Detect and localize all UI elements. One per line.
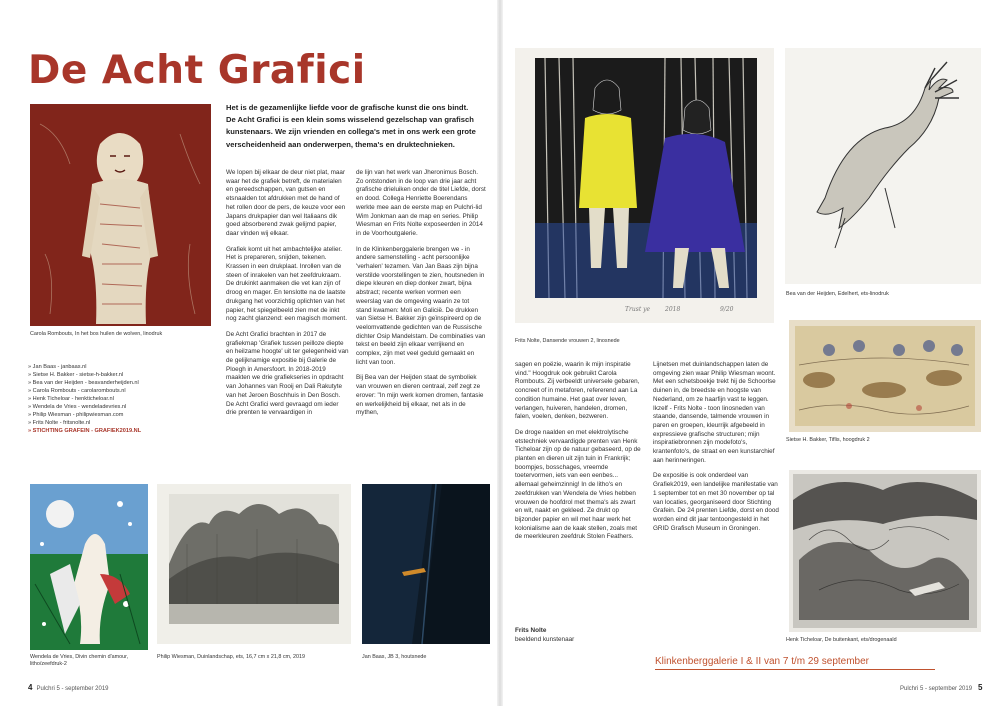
page-number-right: 5 [978,683,983,692]
page-gutter [497,0,503,706]
link-jan-baas[interactable]: » Jan Baas - janbaas.nl [28,364,87,370]
link-henk-ticheloar[interactable]: » Henk Ticheloar - henkticheloar.nl [28,396,114,402]
footer-right [900,683,983,692]
caption-de-vries: Wendela de Vries, Divin chemin d'amour, litho/zeefdruk-2 [30,654,129,667]
intro-line-1: Het is de gezamenlijke liefde voor de grafische kunst die ons bindt. [226,103,469,112]
caption-wiesman: Philip Wiesman, Duinlandschap, ets, 16,7 cm x 21,8 cm, 2019 [157,654,306,660]
link-bea-van-der-heijden[interactable]: » Bea van der Heijden - beavanderheijden.nl [28,380,139,386]
caption-ticheloar: Henk Ticheloar, De buitenkant, ets/drogenaald [786,637,897,643]
footer-left-text: Pulchri 5 - september 2019 [36,686,109,692]
col2-paragraph: In de Klinkenberggalerie brengen we - in andere samenstelling - acht persoonlijke 'verhalen' tezamen. Van Jan Baas zijn bijna verstilde voorstellingen te zien, houtsneden in diepe kleuren en diep donker zwart, bijna abstract; recente werken vormen een weerslag van de omgeving waarin ze tot stand kwamen: Moli en Galicië. De drukken van Sietse H. Bakker zijn geïnspireerd op de veelomvattende gedichten van de Russische dichter Osip Mandelstam. De combinaties van tekst en beeld zijn elkaar verrijkend en complex, zijn met veel geduld gemaakt en licht van toon. [356,245,486,366]
footer-left [28,683,109,692]
event-underline [655,669,935,670]
col1-paragraph: Grafiek komt uit het ambachtelijke atelier. Het is prepareren, snijden, tekenen. Krassen in een drukplaat. Inrollen van de steen of inrakelen van het zeefdrukraam. De drukinkt aanmaken die vet kan zijn of droog en mager. En tenslotte na de laatste drukgang het voorzichtig oplichten van het papier, het spiegelbeeld zien met de inkt nog zacht glanzend: een magisch moment. [226,245,347,323]
print-title-mark: Trust ye [625,306,651,313]
signature [515,627,641,644]
signature-name: Frits Nolte [515,627,547,634]
col4-paragraph: De expositie is ook onderdeel van Grafiek2019, een landelijke manifestatie van 1 september tot en met 30 november op tal van locaties, georganiseerd door Stichting Grafein. De 24 prenten Liefde, dorst en dood worden eind dit jaar tentoongesteld in het GRID Grafisch Museum in Groningen. [653,472,779,532]
caption-rombouts: Carola Rombouts, In het bos huilen de wolven, linodruk [30,331,163,337]
page-title: De Acht Grafici [28,48,366,93]
caption-baas: Jan Baas, JB 3, houtsnede [362,654,427,660]
link-frits-nolte[interactable]: » Frits Nolte - fritsnolte.nl [28,420,91,426]
print-edition-mark: 9/20 [720,306,734,313]
link-philip-wiesman[interactable]: » Philip Wiesman - philipwiesman.com [28,412,124,418]
footer-right-text: Pulchri 5 - september 2019 [900,686,973,692]
text-column-1 [226,169,350,418]
col2-paragraph: de lijn van het werk van Jheronimus Bosch. Zo ontstonden in de loop van drie jaar acht grafische drieluiken onder de titel Liefde, dorst en dood. Collega Henriette Boerendans werkte mee aan de eerste map en Pulchri-lid Wim Jonkman aan de map en series. Philip Wiesman en Frits Nolte exposeerden in 2014 in de Voorhoutgalerie. [356,169,486,237]
text-column-2 [356,169,486,418]
link-carola-rombouts[interactable]: » Carola Rombouts - carolarombouts.nl [28,388,126,394]
artwork-wiesman [157,484,351,644]
print-year-mark: 2018 [665,306,681,313]
artwork-bakker [789,320,981,432]
link-wendela-de-vries[interactable]: » Wendela de Vries - wendeladevries.nl [28,404,127,410]
page-number-left: 4 [28,683,33,692]
caption-bakker: Sietse H. Bakker, Tiflis, hoogdruk 2 [786,437,870,443]
col2-paragraph: Bij Bea van der Heijden staat de symboliek van vrouwen en dieren centraal, zelf zegt ze erover: "In mijn werk komen dromen, fantasie en werkelijkheid bij elkaar, net als in de mythen, [356,374,484,417]
col3-paragraph: De droge naalden en met elektrolytische etstechniek vervaardigde prenten van Henk Ticheloar zijn op de natuur gebaseerd, op de planten en dieren uit zijn tuin in Frankrijk; boompjes, bosschages, vreemde toetervormen, iets van een eenbes... allemaal geheimzinnig! In de litho's en zeefdrukken van Wendela de Vries hebben vrouwen de hoofdrol met thema's als zwart en wit, naakt en gekleed. Ze drukt op bijzonder papier en wil met haar werk het kolonialisme aan de kaak stellen, zoals met de meerkleuren zeefdruk Stolen Feathers. [515,428,641,541]
intro-text [226,102,496,151]
artwork-de-vries [30,484,148,650]
text-column-3 [515,361,641,542]
artwork-rombouts [30,104,211,326]
artwork-heijden [785,48,981,284]
intro-line-2: De Acht Grafici is een klein soms wisselend gezelschap van grafisch kunstenaars. We zijn vrienden en collega's met in ons werk een grote verscheidenheid aan onderwerpen, thema's en druktechnieken. [226,115,476,149]
artist-links [28,363,218,435]
artwork-baas [362,484,490,644]
link-stichting-grafein[interactable]: » STICHTING GRAFEIN - GRAFIEK2019.NL [28,428,142,434]
event-announcement: Klinkenberggalerie I & II van 7 t/m 29 september [655,656,870,667]
caption-heijden: Bea van der Heijden, Edelhert, ets-linodruk [786,291,889,297]
artwork-nolte [515,48,774,323]
caption-nolte: Frits Nolte, Dansende vrouwen 2, linosnede [515,338,620,344]
col4-paragraph: Lijnetsen met duinlandschappen laten de omgeving zien waar Philip Wiesman woont. Met een schetsboekje trekt hij de Schoorlse duinen in, de breedste en hoogste van Nederland, om ze haarfijn vast te leggen. Ikzelf - Frits Nolte - toon linosneden van staande, dansende, talmende vrouwen in paren en groepen, kleurrijk afgebeeld in expressieve grafische structuren; mijn inspiratiebronnen zijn modefoto's, krantenfoto's, de straat en een kunstarchief aan herinneringen. [653,361,776,464]
link-sietse-bakker[interactable]: » Sietse H. Bakker - sietse-h-bakker.nl [28,372,124,378]
col1-paragraph: We lopen bij elkaar de deur niet plat, maar waar het de grafiek betreft, de materialen en gereedschappen, van gutsen en etsnaalden tot afdrukken met de hand of het rollen door de pers, de keuze voor een Japans drukpapier dan wel Italiaans dik goed absorberend zwak gelijmd papier, daar vinden wij elkaar. [226,169,346,237]
text-column-4 [653,361,781,533]
signature-role: beeldend kunstenaar [515,635,575,643]
col1-paragraph: De Acht Grafici brachten in 2017 de grafiekmap 'Grafiek tussen peilloze diepte en heilzame hoogte' uit ter gelegenheid van de gelijknamige expositie bij Galerie de Ploegh in Amersfoort. In 2018-2019 maakten we drie grafiekseries in opdracht van Johannes van Rooij en Dali Rakutyte van het Jeroen Boschhuis in Den Bosch. De Acht Grafici werd gevraagd om ieder drie prenten te vervaardigen in [226,330,349,417]
artwork-ticheloar [789,470,981,632]
col3-paragraph: sagen en poëzie, waarin ik mijn inspiratie vind." Hoogdruk ook gebruikt Carola Rombouts. Zij verbeeldt universele gebaren, concreet of in metaforen, refererend aan La condition humaine. Het gaat over leven, verlangen, huiveren, handelen, dromen, falen, voelen, denken, bezweren. [515,361,640,421]
